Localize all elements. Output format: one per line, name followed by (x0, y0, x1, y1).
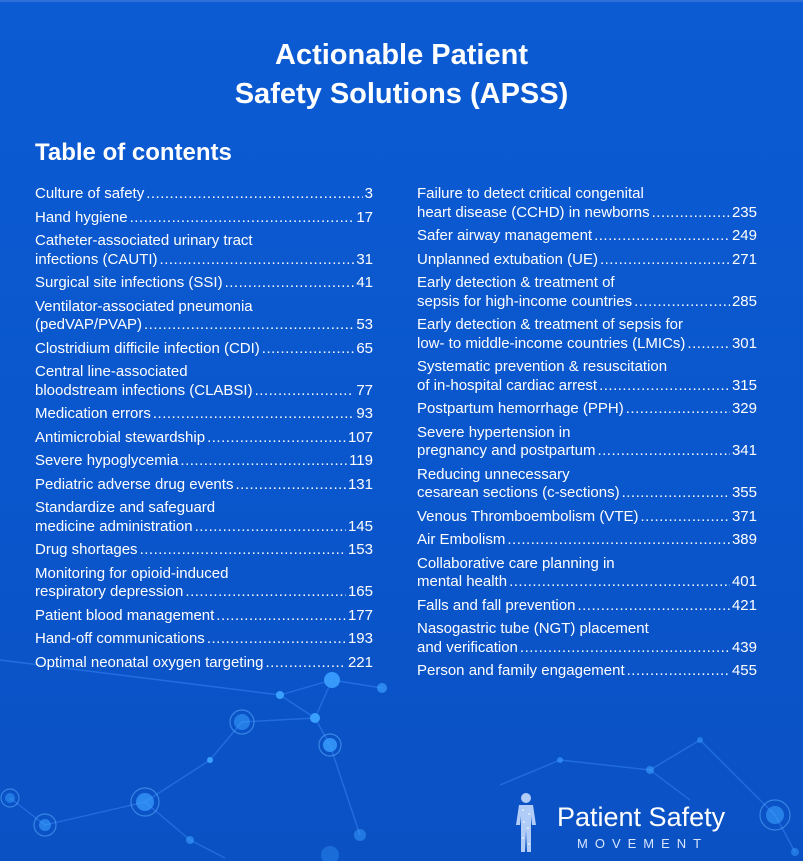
toc-entry-leader-row (417, 227, 757, 246)
toc-entry[interactable] (417, 555, 757, 592)
dot-leader (160, 251, 355, 270)
toc-entry[interactable] (35, 340, 373, 359)
toc-entry-title: (pedVAP/PVAP) (35, 316, 142, 333)
toc-page-number: 271 (731, 250, 757, 268)
dot-leader (195, 518, 346, 537)
toc-page-number: 235 (731, 203, 757, 221)
toc-entry-leader-row (35, 476, 373, 495)
toc-entry-leader-row (35, 405, 373, 424)
dot-leader (265, 654, 345, 673)
toc-entry-title: Hand hygiene (35, 208, 128, 226)
toc-entry-title: mental health (417, 573, 508, 590)
logo-name: Patient Safety (557, 802, 726, 832)
toc-entry-leader-row (35, 541, 373, 560)
toc-entry-title-line: Central line-associated (35, 363, 188, 380)
toc-page-number: 177 (347, 606, 373, 624)
dot-leader (216, 607, 346, 626)
toc-entry[interactable] (35, 630, 373, 649)
toc-page-number: 315 (731, 376, 757, 394)
toc-page-number: 41 (356, 274, 373, 291)
toc-entry[interactable] (35, 185, 373, 204)
top-border (0, 0, 803, 2)
toc-page-number: 249 (731, 227, 757, 244)
toc-entry[interactable] (35, 363, 373, 400)
toc-entry-title: Patient blood management (35, 606, 215, 624)
toc-entry-leader-row (35, 251, 373, 270)
toc-page-number: 221 (347, 653, 373, 671)
toc-page-number: 145 (347, 517, 373, 535)
dot-leader (577, 597, 730, 616)
toc-entry-title: Air Embolism (417, 531, 506, 548)
toc-entry-leader-row (35, 452, 373, 471)
toc-entry-title: heart disease (CCHD) in newborns (417, 203, 650, 221)
toc-entry[interactable] (417, 400, 757, 419)
dot-leader (594, 227, 730, 246)
title-line-1: Actionable Patient (275, 39, 528, 71)
toc-entry-leader-row (35, 316, 373, 335)
dot-leader (262, 340, 355, 359)
dot-leader (140, 541, 346, 560)
toc-entry-leader-row (417, 251, 757, 270)
logo-subtitle: MOVEMENT (577, 836, 709, 851)
toc-entry-title-line: Ventilator-associated pneumonia (35, 297, 253, 315)
toc-entry-title-line: Collaborative care planning in (417, 554, 615, 572)
dot-leader (225, 274, 355, 293)
toc-entry-title-line: Reducing unnecessary (417, 465, 570, 483)
toc-entry-leader-row (35, 185, 373, 204)
toc-page-number: 77 (356, 381, 373, 399)
toc-entry-leader-row (417, 639, 757, 658)
toc-entry-leader-row (35, 518, 373, 537)
toc-entry[interactable] (417, 424, 757, 461)
toc-entry[interactable] (417, 508, 757, 527)
toc-entry-title: Medication errors (35, 405, 151, 422)
toc-entry[interactable] (35, 541, 373, 560)
toc-entry-title: Venous Thromboembolism (VTE) (417, 507, 639, 525)
toc-entry-leader-row (417, 335, 757, 354)
dot-leader (235, 476, 346, 495)
toc-entry-title: respiratory depression (35, 583, 184, 600)
toc-entry-title: Surgical site infections (SSI) (35, 274, 223, 291)
toc-entry-title: medicine administration (35, 517, 193, 535)
toc-entry-leader-row (417, 573, 757, 592)
toc-entry[interactable] (35, 452, 373, 471)
toc-entry[interactable] (417, 316, 757, 353)
dot-leader (626, 400, 730, 419)
toc-entry-leader-row (417, 662, 757, 681)
toc-entry[interactable] (35, 565, 373, 602)
toc-entry-title: Severe hypoglycemia (35, 452, 179, 469)
toc-entry[interactable] (417, 227, 757, 246)
toc-right-column (417, 185, 757, 686)
toc-page-number: 355 (731, 484, 757, 501)
toc-page-number: 389 (731, 531, 757, 548)
toc-entry-title: Antimicrobial stewardship (35, 428, 206, 446)
toc-entry-title: Unplanned extubation (UE) (417, 250, 598, 268)
toc-entry[interactable] (417, 597, 757, 616)
patient-safety-movement-logo (497, 790, 757, 856)
toc-entry-leader-row (35, 583, 373, 602)
toc-page-number: 165 (347, 583, 373, 600)
toc-entry-leader-row (35, 340, 373, 359)
toc-entry[interactable] (417, 531, 757, 550)
toc-page-number: 131 (347, 475, 373, 493)
dot-leader (634, 293, 730, 312)
toc-page-number: 17 (356, 208, 373, 226)
toc-entry-leader-row (35, 607, 373, 626)
toc-entry[interactable] (35, 405, 373, 424)
toc-entry-leader-row (417, 442, 757, 461)
toc-entry[interactable] (417, 662, 757, 681)
toc-entry[interactable] (35, 476, 373, 495)
toc-entry-title: Drug shortages (35, 541, 138, 558)
toc-entry-title: cesarean sections (c-sections) (417, 484, 620, 501)
dot-leader (144, 316, 354, 335)
toc-page-number: 65 (356, 339, 373, 357)
dot-leader (600, 251, 730, 270)
toc-page-number: 341 (731, 442, 757, 459)
toc-page-number: 285 (731, 292, 757, 310)
toc-entry[interactable] (417, 185, 757, 222)
toc-page-number: 301 (731, 334, 757, 352)
toc-entry-title: Culture of safety (35, 185, 145, 202)
dot-leader (207, 429, 346, 448)
toc-entry-title: Clostridium difficile infection (CDI) (35, 339, 260, 357)
toc-entry[interactable] (35, 274, 373, 293)
toc-entry[interactable] (35, 654, 373, 673)
toc-entry-title: Postpartum hemorrhage (PPH) (417, 400, 624, 417)
toc-heading: Table of contents (35, 139, 232, 166)
toc-entry[interactable] (35, 607, 373, 626)
toc-entry-title: and verification (417, 638, 518, 656)
toc-entry-leader-row (35, 429, 373, 448)
toc-entry-title: Person and family engagement (417, 662, 625, 679)
toc-page-number: 401 (731, 573, 757, 590)
dot-leader (520, 639, 730, 658)
title-line-2: Safety Solutions (APSS) (234, 78, 569, 110)
page-title (0, 36, 803, 114)
toc-entry-title-line: Early detection & treatment of (417, 274, 615, 291)
toc-entry-leader-row (417, 484, 757, 503)
dot-leader (687, 335, 730, 354)
toc-entry-leader-row (35, 654, 373, 673)
toc-entry[interactable] (35, 298, 373, 335)
toc-entry-leader-row (35, 630, 373, 649)
toc-page-number: 439 (731, 638, 757, 656)
toc-entry-leader-row (417, 377, 757, 396)
toc-entry[interactable] (417, 620, 757, 657)
toc-entry-leader-row (417, 204, 757, 223)
toc-page-number: 31 (356, 250, 373, 268)
toc-page-number: 93 (356, 405, 373, 422)
human-figure-icon (509, 792, 543, 854)
toc-entry-title-line: Monitoring for opioid-induced (35, 564, 229, 582)
toc-entry-title-line: Standardize and safeguard (35, 499, 216, 516)
toc-entry[interactable] (35, 209, 373, 228)
toc-entry-title: infections (CAUTI) (35, 250, 158, 268)
dot-leader (652, 204, 730, 223)
toc-entry-title-line: Early detection & treatment of sepsis for (417, 316, 683, 333)
toc-entry-leader-row (417, 597, 757, 616)
dot-leader (255, 382, 355, 401)
toc-entry[interactable] (417, 251, 757, 270)
dot-leader (622, 484, 730, 503)
toc-page-number: 3 (364, 185, 373, 202)
toc-page-number: 421 (731, 596, 757, 614)
toc-entry-title: Optimal neonatal oxygen targeting (35, 653, 264, 671)
toc-entry[interactable] (417, 358, 757, 395)
dot-leader (640, 508, 729, 527)
toc-page-number: 119 (349, 452, 373, 469)
toc-entry-title: Pediatric adverse drug events (35, 475, 234, 493)
dot-leader (627, 662, 730, 681)
dot-leader (180, 452, 347, 471)
toc-page-number: 193 (347, 630, 373, 647)
toc-entry-title-line: Nasogastric tube (NGT) placement (417, 620, 649, 637)
toc-entry-title-line: Systematic prevention & resuscitation (417, 358, 668, 375)
toc-entry-leader-row (35, 382, 373, 401)
toc-entry-leader-row (35, 274, 373, 293)
toc-page-number: 153 (347, 541, 373, 558)
toc-entry-leader-row (417, 531, 757, 550)
toc-entry-title-line: Failure to detect critical congenital (417, 185, 644, 202)
dot-leader (207, 630, 346, 649)
dot-leader (153, 405, 354, 424)
toc-page-number: 455 (731, 662, 757, 679)
toc-page-number: 107 (347, 428, 373, 446)
toc-entry-title: sepsis for high-income countries (417, 292, 633, 310)
dot-leader (507, 531, 730, 550)
toc-entry-title: Hand-off communications (35, 630, 205, 647)
toc-left-column (35, 185, 373, 677)
dot-leader (185, 583, 346, 602)
toc-entry-title: bloodstream infections (CLABSI) (35, 381, 253, 399)
toc-entry-leader-row (417, 293, 757, 312)
toc-entry[interactable] (35, 429, 373, 448)
dot-leader (509, 573, 730, 592)
toc-entry[interactable] (35, 232, 373, 269)
toc-page-number: 53 (356, 316, 373, 333)
toc-entry[interactable] (35, 499, 373, 536)
toc-page-number: 371 (731, 507, 757, 525)
dot-leader (597, 442, 730, 461)
toc-entry-title: pregnancy and postpartum (417, 442, 596, 459)
toc-entry-title: low- to middle-income countries (LMICs) (417, 334, 686, 352)
toc-entry-title: of in-hospital cardiac arrest (417, 376, 598, 394)
toc-entry-leader-row (417, 400, 757, 419)
dot-leader (130, 209, 355, 228)
toc-entry-title: Falls and fall prevention (417, 596, 576, 614)
toc-entry-title-line: Severe hypertension in (417, 423, 571, 441)
toc-entry[interactable] (417, 274, 757, 311)
toc-entry-leader-row (35, 209, 373, 228)
toc-entry[interactable] (417, 466, 757, 503)
toc-page-number: 329 (731, 400, 757, 417)
toc-entry-leader-row (417, 508, 757, 527)
dot-leader (146, 185, 362, 204)
dot-leader (599, 377, 730, 396)
toc-entry-title: Safer airway management (417, 227, 593, 244)
toc-entry-title-line: Catheter-associated urinary tract (35, 232, 253, 249)
